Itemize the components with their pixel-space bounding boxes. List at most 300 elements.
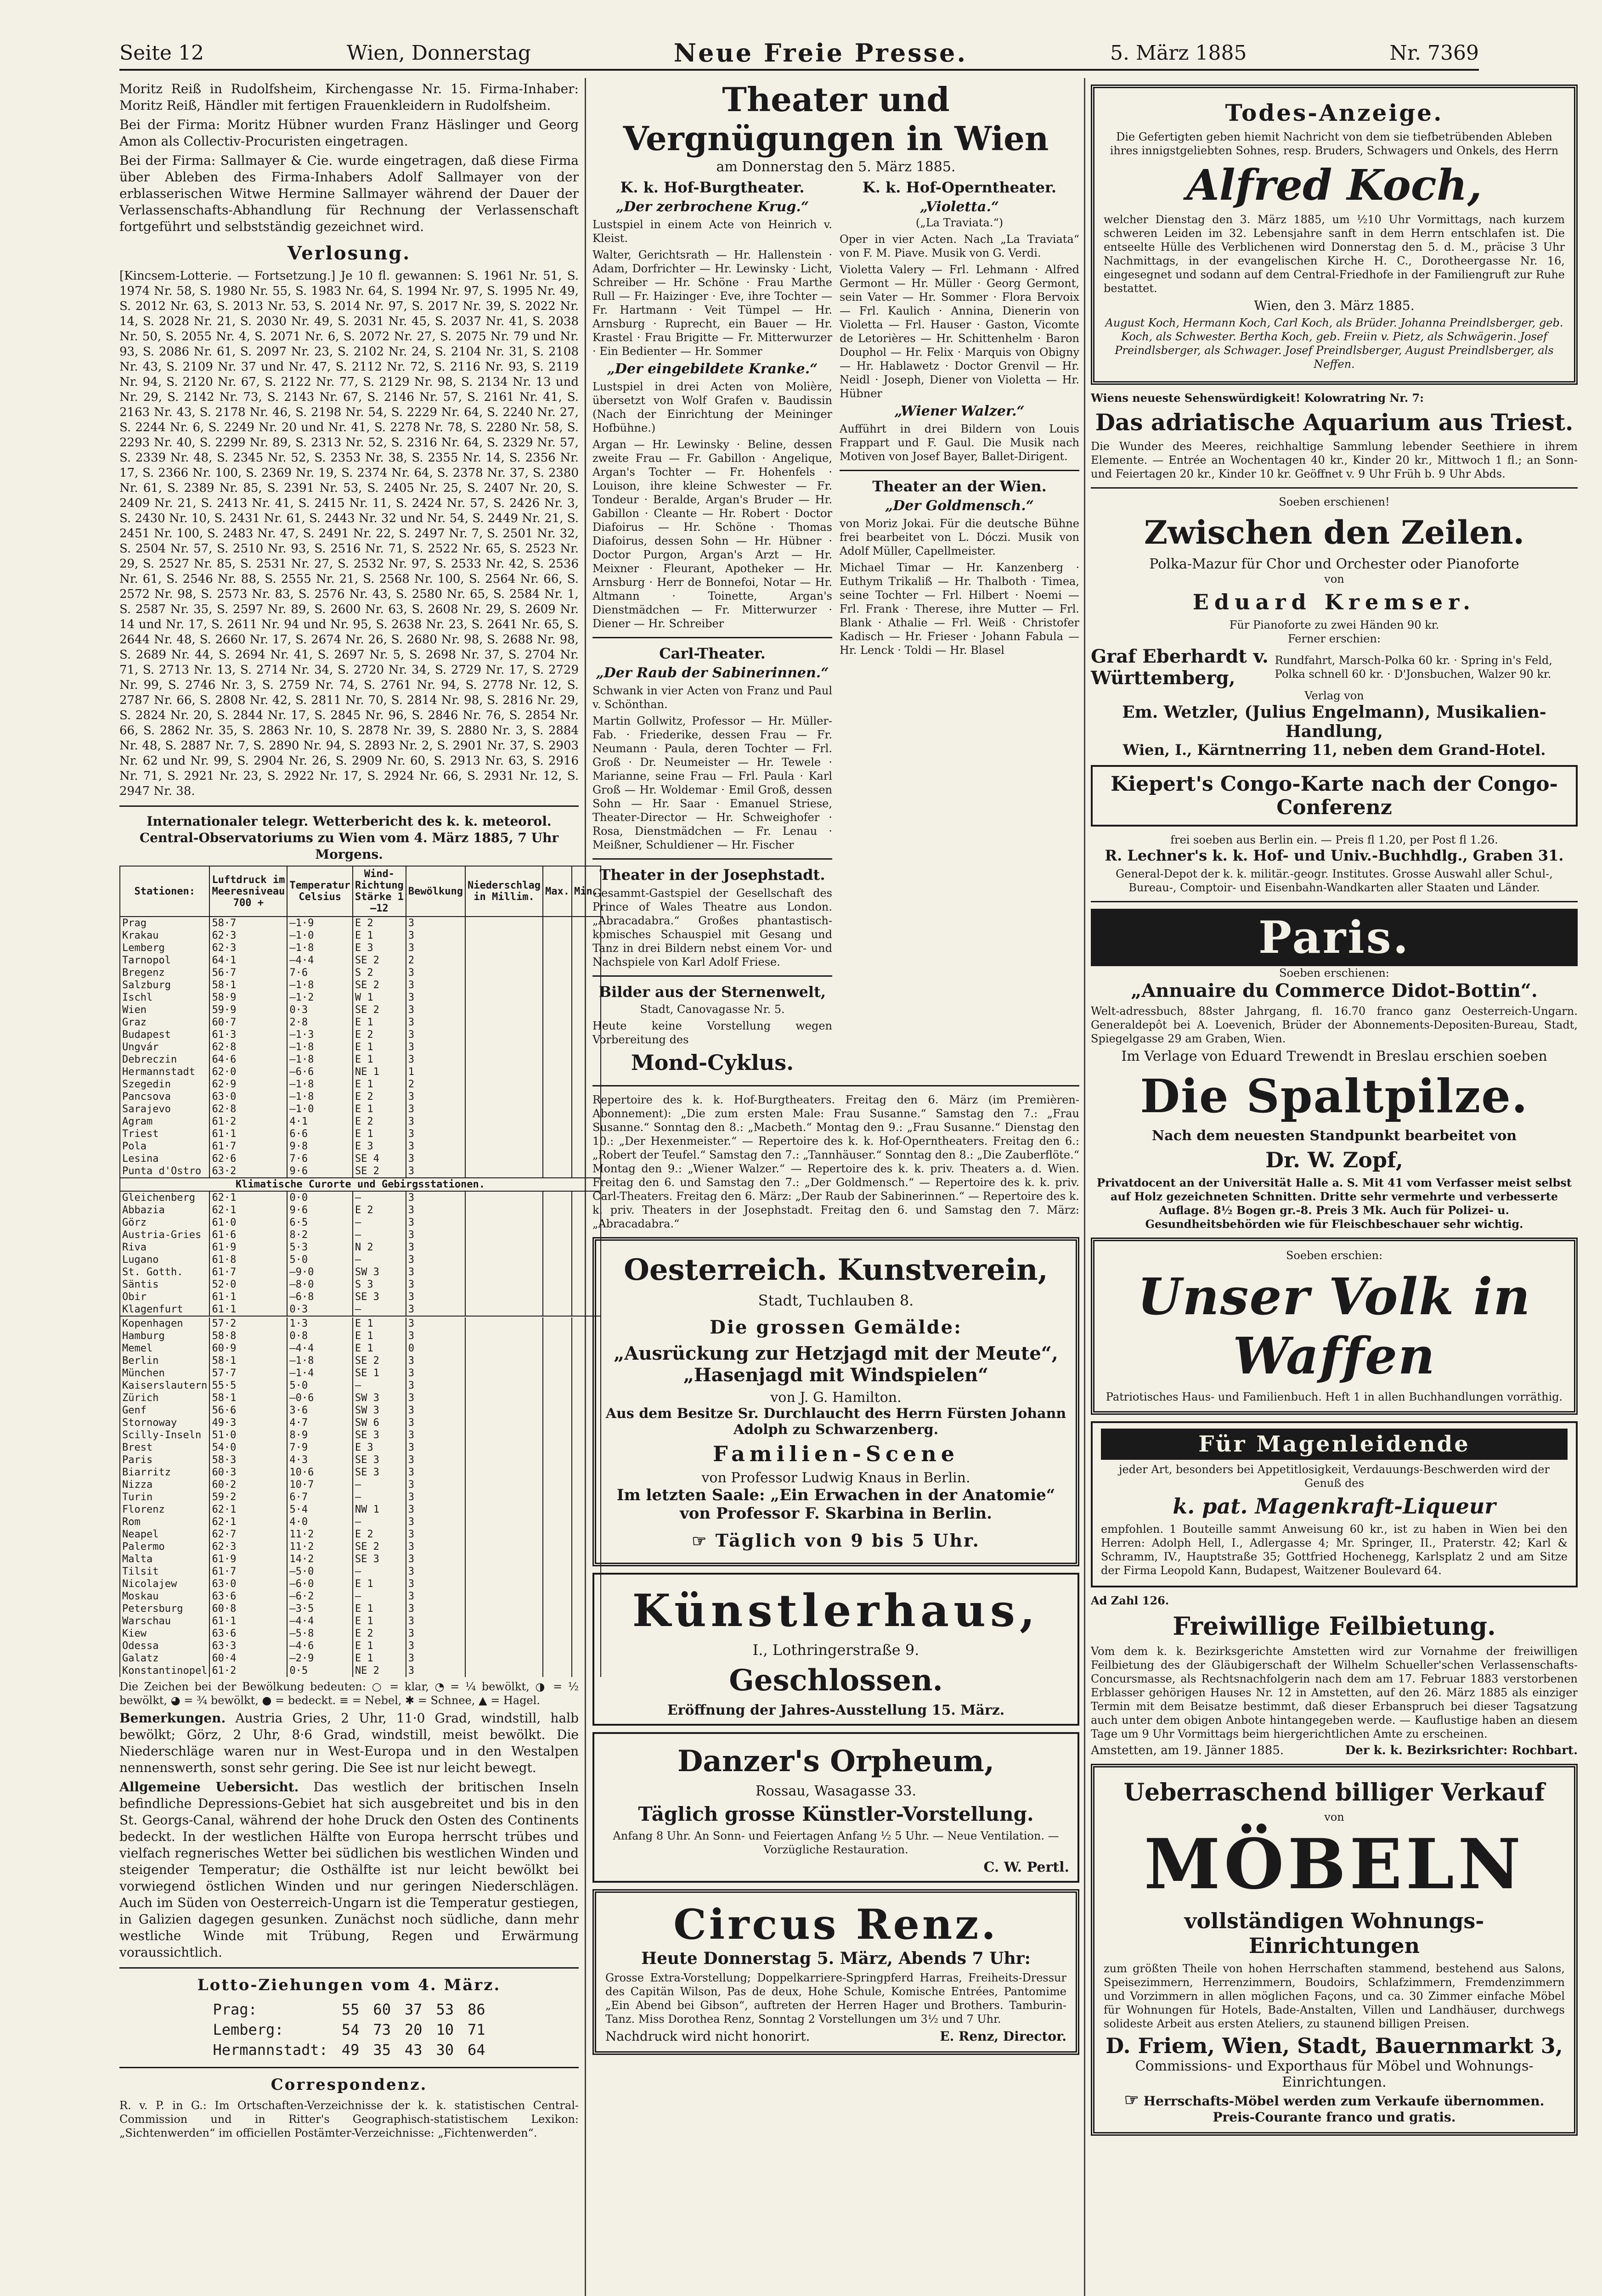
weather-cell: Memel: [120, 1342, 209, 1355]
weather-cell: 3: [406, 1016, 465, 1029]
weather-cell: 57·2: [209, 1317, 287, 1330]
weather-cell: 3: [406, 1330, 465, 1342]
weather-cell: —: [353, 1516, 406, 1528]
column-advertisements: [1091, 78, 1578, 2142]
weather-row: [120, 1553, 601, 1565]
weather-cell: Pancsova: [120, 1091, 209, 1103]
weather-row: [120, 1091, 601, 1103]
weather-cell: E 2: [353, 1528, 406, 1541]
weather-cell: —1·4: [287, 1367, 352, 1379]
weather-cell: —6·0: [287, 1578, 352, 1590]
weather-row: [120, 1392, 601, 1404]
weather-cell: 62·0: [209, 1066, 287, 1078]
weather-cell: 3: [406, 1392, 465, 1404]
weather-cell: Triest: [120, 1128, 209, 1140]
weather-cell: —9·0: [287, 1266, 352, 1278]
weather-cell: Palermo: [120, 1541, 209, 1553]
death-notice: [1091, 84, 1578, 385]
weather-cell: Pola: [120, 1140, 209, 1153]
weather-cell: 62·1: [209, 1503, 287, 1516]
weather-cell: 60·7: [209, 1016, 287, 1029]
play-title: „Der Raub der Sabinerinnen.“: [596, 665, 829, 681]
circus-note: Nachdruck wird nicht honorirt.: [605, 2029, 810, 2044]
weather-cell: —1·8: [287, 1078, 352, 1091]
remarks-heading: Bemerkungen.: [119, 1711, 226, 1726]
weather-cell: NE 1: [353, 1066, 406, 1078]
weather-cell: Görz: [120, 1216, 209, 1229]
kremser-name: Eduard Kremser.: [1192, 590, 1476, 614]
weather-cell: —1·0: [287, 929, 352, 942]
weather-cell: SW 3: [353, 1392, 406, 1404]
weather-cell: —6·2: [287, 1590, 352, 1603]
friem-note: Herrschafts-Möbel werden zum Verkaufe übernommen. Preis-Courante franco und gratis.: [1143, 2093, 1545, 2125]
weather-cell: 9·8: [287, 1140, 352, 1153]
theater-an-der-wien-title: Theater an der Wien.: [872, 478, 1047, 495]
weather-cell: 60·2: [209, 1479, 287, 1491]
weather-cell: E 1: [353, 1317, 406, 1330]
weather-row: [120, 1254, 601, 1266]
feilbietung-place: Amstetten, am 19. Jänner 1885.: [1091, 1744, 1284, 1757]
weather-cell: 61·7: [209, 1266, 287, 1278]
weather-cell: Hermannstadt: [120, 1066, 209, 1078]
kremser-sub: Polka-Mazur für Chor und Orchester oder Pianoforte: [1149, 556, 1519, 572]
weather-cell: Stornoway: [120, 1417, 209, 1429]
weather-cell: 3: [406, 1041, 465, 1053]
lotto-row: [206, 2000, 491, 2019]
weather-row: [120, 1454, 601, 1466]
weather-cell: Petersburg: [120, 1603, 209, 1615]
weather-cell: E 1: [353, 1078, 406, 1091]
weather-cell: —1·8: [287, 942, 352, 954]
cast-list: Argan — Hr. Lewinsky · Beline, dessen zweite Frau — Fr. Gabillon · Angelique, Argan's Tochter — Fr. Hohenfels · Louison, ihre kleine Schwester — Fr. Tondeur · Beralde, Argan's Bruder — Hr. Gabillon · Cleante — Hr. Robert · Doctor Diafoirus — Hr. Schöne · Thomas Diafoirus, dessen Sohn — Hr. Hübner · Doctor Purgon, Argan's Arzt — Hr. Meixner · Fleurant, Apotheker — Hr. Arnsburg · Herr de Bonnefoi, Notar — Hr. Altmann · Toinette, Argan's Dienstmädchen — Fr. Mitterwurzer · Diener — Hr. Schreiber: [592, 438, 832, 630]
weather-cell: 58·1: [209, 1392, 287, 1404]
wuerttemberg-title: Graf Eberhardt v. Württemberg,: [1091, 646, 1269, 689]
weather-cell: NW 1: [353, 1503, 406, 1516]
play-description: Aufführt in drei Bildern von Louis Frappart und F. Gaul. Die Musik nach Motiven von Josef Bayer, Ballet-Dirigent.: [840, 422, 1079, 463]
weather-cell: 3: [406, 1565, 465, 1578]
weather-cell: E 2: [353, 1115, 406, 1128]
weather-cell: E 1: [353, 1652, 406, 1665]
verlag-label: Verlag von: [1304, 689, 1364, 702]
wetzler-name: Em. Wetzler, (Julius Engelmann), Musikalien-Handlung,: [1122, 703, 1546, 741]
weather-cell: —1·9: [287, 917, 352, 929]
weather-cell: 61·9: [209, 1553, 287, 1565]
weather-column-header: Stationen:: [120, 866, 209, 917]
weather-cell: E 1: [353, 1342, 406, 1355]
weather-cell: 3: [406, 1103, 465, 1115]
lotto-cell: 37: [404, 2001, 423, 2018]
weather-cell: Scilly-Inseln: [120, 1429, 209, 1441]
issue-date: 5. März 1885: [1110, 41, 1247, 65]
weather-cell: 3: [406, 1503, 465, 1516]
weather-row: [120, 1029, 601, 1041]
weather-cell: Obir: [120, 1291, 209, 1303]
weather-cell: 62·1: [209, 1191, 287, 1204]
weather-cell: 61·2: [209, 1665, 287, 1677]
opera-title: K. k. Hof-Operntheater.: [862, 179, 1057, 196]
weather-cell: 3: [406, 1429, 465, 1441]
weather-cell: 3: [406, 1053, 465, 1066]
weather-table: [119, 866, 601, 1677]
weather-cell: 3: [406, 967, 465, 979]
trewendt-line: Im Verlage von Eduard Trewendt in Breslau erschien soeben: [1121, 1048, 1547, 1064]
weather-row: [120, 954, 601, 967]
weather-row: [120, 1278, 601, 1291]
weather-row: [120, 1078, 601, 1091]
death-name: Alfred Koch,: [1186, 160, 1482, 210]
circus-date: Heute Donnerstag 5. März, Abends 7 Uhr:: [641, 1949, 1031, 1968]
weather-row: [120, 967, 601, 979]
weather-cell: E 1: [353, 1330, 406, 1342]
weather-cell: Budapest: [120, 1029, 209, 1041]
play-description: Schwank in vier Acten von Franz und Paul v. Schönthan.: [592, 684, 832, 711]
danzer-orpheum-ad: [592, 1732, 1079, 1883]
weather-cell: 3: [406, 1303, 465, 1316]
weather-cell: 7·6: [287, 1153, 352, 1165]
weather-cell: 3: [406, 1241, 465, 1254]
weather-column-header: Bewölkung: [406, 866, 465, 917]
weather-cell: Lemberg: [120, 942, 209, 954]
weather-cell: —4·4: [287, 1615, 352, 1627]
circus-title: Circus Renz.: [673, 1900, 998, 1949]
weather-cell: SE 3: [353, 1429, 406, 1441]
weather-cell: 4·7: [287, 1417, 352, 1429]
weather-cell: —2·9: [287, 1652, 352, 1665]
firm-notice: Bei der Firma: Sallmayer & Cie. wurde eingetragen, daß diese Firma über Ableben des Firma-Inhabers Adolf Sallmayer von der erblasserischen Witwe Hermine Sallmayer während der Dauer der Verlassenschafts-Abhandlung für Rechnung der Verlassenschaft fortgeführt und selbstständig gezeichnet wird.: [119, 153, 579, 234]
weather-cell: —3·5: [287, 1603, 352, 1615]
weather-cell: —: [353, 1565, 406, 1578]
weather-cell: 63·2: [209, 1165, 287, 1178]
lotto-cell: 55: [341, 2001, 360, 2018]
lotto-row: [206, 2040, 491, 2060]
weather-cell: SW 3: [353, 1266, 406, 1278]
weather-column-header: Luftdruck im Meeresniveau 700 +: [209, 866, 287, 917]
weather-cell: Riva: [120, 1241, 209, 1254]
friem-name: D. Friem, Wien, Stadt, Bauernmarkt 3,: [1106, 2033, 1563, 2058]
lechner-note: General-Depot der k. k. militär.-geogr. Institutes. Grosse Auswahl aller Schul-, Bureau-, Comptoir- und Eisenbahn-Wandkarten aller Staaten und Länder.: [1116, 867, 1553, 894]
weather-cell: E 1: [353, 1603, 406, 1615]
play-subtitle: („La Traviata.“): [915, 216, 1004, 229]
weather-cell: 3: [406, 1578, 465, 1590]
weather-cell: 62·9: [209, 1078, 287, 1091]
masthead: [119, 37, 1479, 71]
cast-list: Michael Timar — Hr. Kanzenberg · Euthym Trikaliß — Hr. Thalboth · Timea, seine Tochter — Frl. Hilbert · Noemi — Frl. Frank · Therese, ihre Mutter — Frl. Blank · Athalie — Frl. Weiß · Christofer Kadisch — Hr. Frieser · Johann Fabula — Hr. Lenck · Toldi — Hr. Blasel: [840, 561, 1079, 657]
theater-subheading: am Donnerstag den 5. März 1885.: [716, 159, 956, 175]
weather-row: [120, 1153, 601, 1165]
weather-cell: SE 2: [353, 1355, 406, 1367]
weather-cell: 3: [406, 1128, 465, 1140]
kunstverein-title: Oesterreich. Kunstverein,: [624, 1253, 1048, 1287]
weather-cell: 3: [406, 1627, 465, 1640]
weather-row: [120, 1528, 601, 1541]
weather-cell: SE 3: [353, 1291, 406, 1303]
weather-cell: Genf: [120, 1404, 209, 1417]
death-heading: Todes-Anzeige.: [1225, 99, 1444, 126]
weather-row: [120, 1355, 601, 1367]
weather-cell: Kaiserslautern: [120, 1379, 209, 1392]
weather-cell: Ungvár: [120, 1041, 209, 1053]
overview-text: Das westlich der britischen Inseln befindliche Depressions-Gebiet hat sich ausgebreitet und bis in den St. Georgs-Canal, während der hohe Druck den Osten des Continents bedeckt. In der westlichen Hälfte von Europa herrscht trübes und vielfach regnerisches Wetter bei südlichen bis westlichen Winden und steigender Temperatur; die Osthälfte ist nur leicht bewölkt bei vorwiegend östlichen Winden und nur geringen Niederschlägen. Auch im Süden von Oesterreich-Ungarn ist die Temperatur gestiegen, in Galizien dagegen gesunken. Zunächst noch südliche, dann mehr westliche Winde mit Trübung, Regen und Erwärmung voraussichtlich.: [119, 1779, 579, 1960]
lottery-heading: Verlosung.: [287, 242, 411, 264]
weather-cell: 8·9: [287, 1429, 352, 1441]
weather-cell: 55·5: [209, 1379, 287, 1392]
weather-cell: Ischl: [120, 991, 209, 1004]
weather-cell: Debreczin: [120, 1053, 209, 1066]
weather-cell: 62·3: [209, 929, 287, 942]
weather-cell: —0·6: [287, 1392, 352, 1404]
volk-title: Unser Volk in Waffen: [1137, 1267, 1531, 1385]
issue-number: Nr. 7369: [1389, 41, 1479, 65]
weather-cell: 3: [406, 1165, 465, 1178]
wetzler-address: Wien, I., Kärntnerring 11, neben dem Grand-Hotel.: [1123, 741, 1546, 759]
weather-row: [120, 1503, 601, 1516]
zopf-name: Dr. W. Zopf,: [1265, 1148, 1403, 1172]
weather-cell: 3: [406, 1355, 465, 1367]
weather-cell: 3: [406, 1553, 465, 1565]
weather-cell: 60·4: [209, 1652, 287, 1665]
firm-notice: Bei der Firma: Moritz Hübner wurden Franz Häslinger und Georg Amon als Collectiv-Procuristen eingetragen.: [119, 117, 579, 149]
weather-cell: 57·7: [209, 1367, 287, 1379]
weather-cell: 3: [406, 1417, 465, 1429]
weather-cell: 3: [406, 1204, 465, 1216]
weather-cell: 61·0: [209, 1216, 287, 1229]
weather-cell: 0·8: [287, 1330, 352, 1342]
weather-cell: —: [353, 1191, 406, 1204]
weather-cell: E 1: [353, 1578, 406, 1590]
weather-cell: 52·0: [209, 1278, 287, 1291]
paris-book: „Annuaire du Commerce Didot-Bottin“.: [1131, 980, 1538, 1002]
weather-cell: Moskau: [120, 1590, 209, 1603]
weather-cell: E 3: [353, 1140, 406, 1153]
feilbietung-text: Vom dem k. k. Bezirksgerichte Amstetten wird zur Vornahme der freiwilligen Feilbietung des der Gläubigerschaft der Wilhelm Schueller'schen Verlassenschafts-Concursmasse, als Rechtsnachfolgerin nach dem am 17. Februar 1883 verstorbenen Erblasser gehörigen Hauses Nr. 12 in Amstetten, auf den 26. März 1885 als einziger Termin mit dem Beisatze bestimmt, daß dieser Erbanspruch bei dieser Tagsatzung auch unter dem obigen Anbote hintangegeben werde. — Kauflustige haben an diesem Tage um 9 Uhr Vormittags beim hiergerichtlichen Amte zu erscheinen.: [1091, 1645, 1578, 1740]
weather-row: [120, 1266, 601, 1278]
weather-row: [120, 991, 601, 1004]
weather-cell: —: [353, 1216, 406, 1229]
lotto-cell: 53: [436, 2001, 454, 2018]
divider: [1091, 901, 1578, 902]
weather-cell: 10·7: [287, 1479, 352, 1491]
paris-pre: Soeben erschienen:: [1279, 967, 1389, 979]
weather-cell: Hamburg: [120, 1330, 209, 1342]
moebel-pre: Ueberraschend billiger Verkauf: [1123, 1778, 1545, 1806]
anatomie-work: Im letzten Saale: „Ein Erwachen in der Anatomie“ von Professor F. Skarbina in Berlin.: [616, 1486, 1055, 1523]
death-place-date: Wien, den 3. März 1885.: [1254, 298, 1415, 313]
weather-cell: 7·6: [287, 967, 352, 979]
weather-cell: 3: [406, 942, 465, 954]
sternenwelt-address: Stadt, Canovagasse Nr. 5.: [640, 1003, 785, 1016]
weather-cell: Punta d'Ostro: [120, 1165, 209, 1178]
weather-cell: 2: [406, 954, 465, 967]
correspondence-text: R. v. P. in G.: Im Ortschaften-Verzeichnisse der k. k. statistischen Central-Commission und in Ritter's Geographisch-statistischem Lexikon: „Sichtenwerden“ im officiellen Postämter-Verzeichnisse: „Fichtenwerden“.: [119, 2099, 579, 2139]
weather-cell: 5·0: [287, 1254, 352, 1266]
weather-cell: 3: [406, 1541, 465, 1553]
weather-cell: 3: [406, 1404, 465, 1417]
weather-cell: —: [353, 1479, 406, 1491]
pointing-hand-icon: ☞: [692, 1531, 708, 1551]
wuerttemberg-pieces: Rundfahrt, Marsch-Polka 60 kr. · Spring in's Feld, Polka schnell 60 kr. · D'Jonsbuchen, Walzer 90 kr.: [1275, 654, 1552, 681]
weather-row: [120, 1367, 601, 1379]
cast-list: Walter, Gerichtsrath — Hr. Hallenstein · Adam, Dorfrichter — Hr. Lewinsky · Licht, Schreiber — Hr. Schöne · Frau Marthe Rull — Fr. Haizinger · Eve, ihre Tochter — Fr. Hartmann · Veit Tümpel — Hr. Arnsburg · Ruprecht, ein Bauer — Hr. Krastel · Frau Brigitte — Fr. Mitterwurzer · Ein Bedienter — Hr. Sommer: [592, 248, 832, 358]
kiepert-text: frei soeben aus Berlin ein. — Preis fl 1.20, per Post fl 1.26.: [1170, 833, 1498, 846]
danzer-note: Anfang 8 Uhr. An Sonn- und Feiertagen Anfang ½ 5 Uhr. — Neue Ventilation. — Vorzügliche Restauration.: [613, 1829, 1059, 1856]
circus-renz-ad: [592, 1889, 1079, 2055]
weather-column-header: Temperatur Celsius: [287, 866, 352, 917]
kuenstlerhaus-note: Eröffnung der Jahres-Ausstellung 15. März.: [667, 1702, 1005, 1718]
weather-cell: 0·0: [287, 1191, 352, 1204]
familien-artist: von Professor Ludwig Knaus in Berlin.: [701, 1470, 970, 1486]
weather-cell: 6·6: [287, 1128, 352, 1140]
weather-cell: 61·3: [209, 1029, 287, 1041]
weather-cell: 3: [406, 1640, 465, 1652]
weather-cell: SE 1: [353, 1367, 406, 1379]
weather-cell: 63·0: [209, 1091, 287, 1103]
weather-cell: Tarnopol: [120, 954, 209, 967]
zopf-sub: Nach dem neuesten Standpunkt bearbeitet von: [1151, 1128, 1517, 1144]
divider: [119, 805, 579, 807]
weather-cell: 0: [406, 1342, 465, 1355]
cast-list: Violetta Valery — Frl. Lehmann · Alfred Germont — Hr. Müller · Georg Germont, sein Vater — Hr. Sommer · Flora Bervoix — Frl. Kaulich · Annina, Dienerin von Violetta — Frl. Hauser · Gaston, Vicomte de Letorières — Hr. Schittenhelm · Baron Douphol — Hr. Felix · Marquis von Obigny — Hr. Hablawetz · Doctor Grenvil — Hr. Neidl · Joseph, Diener von Violetta — Hr. Hübner: [840, 263, 1079, 400]
moebel-title: MÖBELN: [1144, 1824, 1525, 1905]
weather-cell: 4·1: [287, 1115, 352, 1128]
weather-cell: 3: [406, 917, 465, 929]
lotto-heading: Lotto-Ziehungen vom 4. März.: [197, 1976, 501, 1994]
weather-cell: 61·7: [209, 1565, 287, 1578]
kunstverein-label: Die grossen Gemälde:: [710, 1317, 962, 1338]
firm-notice: Moritz Reiß in Rudolfsheim, Kirchengasse Nr. 15. Firma-Inhaber: Moritz Reiß, Händler mit fertigen Frauenkleidern in Rudolfsheim.: [119, 81, 579, 113]
magen-more: empfohlen. 1 Bouteille sammt Anweisung 60 kr., ist zu haben in Wien bei den Herren: Adolph Hell, I., Adlergasse 4; Mr. Springer, II., Praterstr. 42; Karl & Schramm, IV., Hauptstraße 35; Gottfried Hochenegg, Karlsplatz 2 und am Sitze der Firma Leopold Kann, Budapest, Waitzener Boulevard 64.: [1101, 1523, 1568, 1577]
weather-row: [120, 1590, 601, 1603]
weather-cell: —8·0: [287, 1278, 352, 1291]
weather-row: [120, 1603, 601, 1615]
weather-cell: Bregenz: [120, 967, 209, 979]
kunstverein-hours: Täglich von 9 bis 5 Uhr.: [715, 1530, 980, 1551]
weather-cell: SE 3: [353, 1466, 406, 1479]
weather-cell: Kiew: [120, 1627, 209, 1640]
weather-cell: 56·7: [209, 967, 287, 979]
aquarium-top: Wiens neueste Sehenswürdigkeit! Kolowratring Nr. 7:: [1091, 391, 1424, 405]
weather-cell: Malta: [120, 1553, 209, 1565]
weather-cell: 51·0: [209, 1429, 287, 1441]
weather-cell: 3: [406, 979, 465, 991]
kuenstlerhaus-title: Künstlerhaus,: [632, 1585, 1040, 1637]
weather-cell: 7·9: [287, 1441, 352, 1454]
circus-signature: E. Renz, Director.: [940, 2029, 1066, 2044]
weather-cell: 56·6: [209, 1404, 287, 1417]
weather-cell: —1·8: [287, 1053, 352, 1066]
weather-cell: E 1: [353, 1041, 406, 1053]
moebel-sub: vollständigen Wohnungs-Einrichtungen: [1184, 1908, 1484, 1958]
weather-cell: E 3: [353, 942, 406, 954]
weather-cell: 3: [406, 1479, 465, 1491]
lotto-row: [206, 2020, 491, 2039]
weather-cell: 3: [406, 1029, 465, 1041]
weather-cell: SE 2: [353, 1004, 406, 1016]
weather-row: [120, 1303, 601, 1316]
weather-cell: —1·8: [287, 1355, 352, 1367]
weather-row: [120, 1429, 601, 1441]
weather-row: [120, 1041, 601, 1053]
weather-cell: E 1: [353, 1053, 406, 1066]
josefstadt-title: Theater in der Josephstadt.: [599, 866, 825, 884]
weather-cell: —5·0: [287, 1565, 352, 1578]
weather-cell: 6·5: [287, 1216, 352, 1229]
weather-cell: 14·2: [287, 1553, 352, 1565]
play-title: „Der eingebildete Kranke.“: [607, 361, 818, 377]
weather-cell: 62·8: [209, 1041, 287, 1053]
weather-cell: 3·6: [287, 1404, 352, 1417]
weather-column-header: Min.: [572, 866, 601, 917]
divider: [840, 470, 1079, 471]
magen-title: Für Magenleidende: [1101, 1429, 1568, 1460]
weather-cell: 63·6: [209, 1590, 287, 1603]
play-description: Lustspiel in einem Acte von Heinrich v. Kleist.: [592, 218, 832, 245]
weather-cell: 58·8: [209, 1330, 287, 1342]
weather-cell: 59·2: [209, 1491, 287, 1503]
divider: [592, 975, 832, 977]
lotto-cell: Lemberg:: [213, 2021, 284, 2038]
weather-row: [120, 1216, 601, 1229]
weather-cell: 3: [406, 1367, 465, 1379]
weather-cell: —1·2: [287, 991, 352, 1004]
weather-cell: 9·6: [287, 1204, 352, 1216]
sternenwelt-title: Bilder aus der Sternenwelt,: [599, 983, 826, 1001]
weather-cell: 3: [406, 991, 465, 1004]
weather-cell: —5·8: [287, 1627, 352, 1640]
play-title: „Violetta.“: [919, 199, 999, 215]
weather-row: [120, 1291, 601, 1303]
weather-cell: Berlin: [120, 1355, 209, 1367]
feilbietung-signature: Der k. k. Bezirksrichter: Rochbart.: [1345, 1744, 1578, 1757]
weather-cell: 5·0: [287, 1379, 352, 1392]
weather-cell: 58·1: [209, 1355, 287, 1367]
weather-cell: 3: [406, 1216, 465, 1229]
weather-cell: 3: [406, 1665, 465, 1677]
magen-text: jeder Art, besonders bei Appetitlosigkeit, Verdauungs-Beschwerden wird der Genuß des: [1119, 1463, 1550, 1490]
paris-title: Paris.: [1091, 909, 1578, 966]
weather-cell: —1·8: [287, 1041, 352, 1053]
remarks-text: Austria Gries, 2 Uhr, 11·0 Grad, windstill, halb bewölkt; Görz, 2 Uhr, 8·6 Grad, windstill, meist bewölkt. Die Niederschläge waren nur in West-Europa und in den Westalpen nennenswerth, sonst sehr gering. Die See ist nur leicht bewegt.: [119, 1711, 579, 1775]
weather-cell: 63·0: [209, 1578, 287, 1590]
weather-cell: 58·7: [209, 917, 287, 929]
weather-cell: Austria-Gries: [120, 1229, 209, 1241]
weather-row: [120, 1342, 601, 1355]
weather-cell: Sarajevo: [120, 1103, 209, 1115]
weather-cell: 54·0: [209, 1441, 287, 1454]
weather-cell: 60·8: [209, 1603, 287, 1615]
volk-pre: Soeben erschien:: [1286, 1249, 1383, 1262]
weather-cell: 3: [406, 1266, 465, 1278]
weather-cell: 3: [406, 1441, 465, 1454]
weather-row: [120, 1578, 601, 1590]
weather-cell: 61·1: [209, 1303, 287, 1316]
weather-cell: Rom: [120, 1516, 209, 1528]
kunstverein-owner: Aus dem Besitze Sr. Durchlaucht des Herrn Fürsten Johann Adolph zu Schwarzenberg.: [605, 1406, 1066, 1438]
lotto-cell: 35: [373, 2041, 391, 2059]
danzer-address: Rossau, Wasagasse 33.: [756, 1783, 916, 1799]
weather-cell: 3: [406, 1603, 465, 1615]
lechner-name: R. Lechner's k. k. Hof- und Univ.-Buchhdlg., Graben 31.: [1105, 847, 1564, 864]
weather-cell: W 1: [353, 991, 406, 1004]
weather-cell: 2: [406, 1078, 465, 1091]
weather-cell: Neapel: [120, 1528, 209, 1541]
weather-cell: 62·8: [209, 1103, 287, 1115]
newspaper-title: Neue Freie Presse.: [673, 38, 968, 68]
weather-cell: —1·8: [287, 1091, 352, 1103]
weather-cell: 62·1: [209, 1516, 287, 1528]
weather-cell: E 1: [353, 1103, 406, 1115]
weather-cell: Zürich: [120, 1392, 209, 1404]
weather-column-header: Max.: [543, 866, 572, 917]
